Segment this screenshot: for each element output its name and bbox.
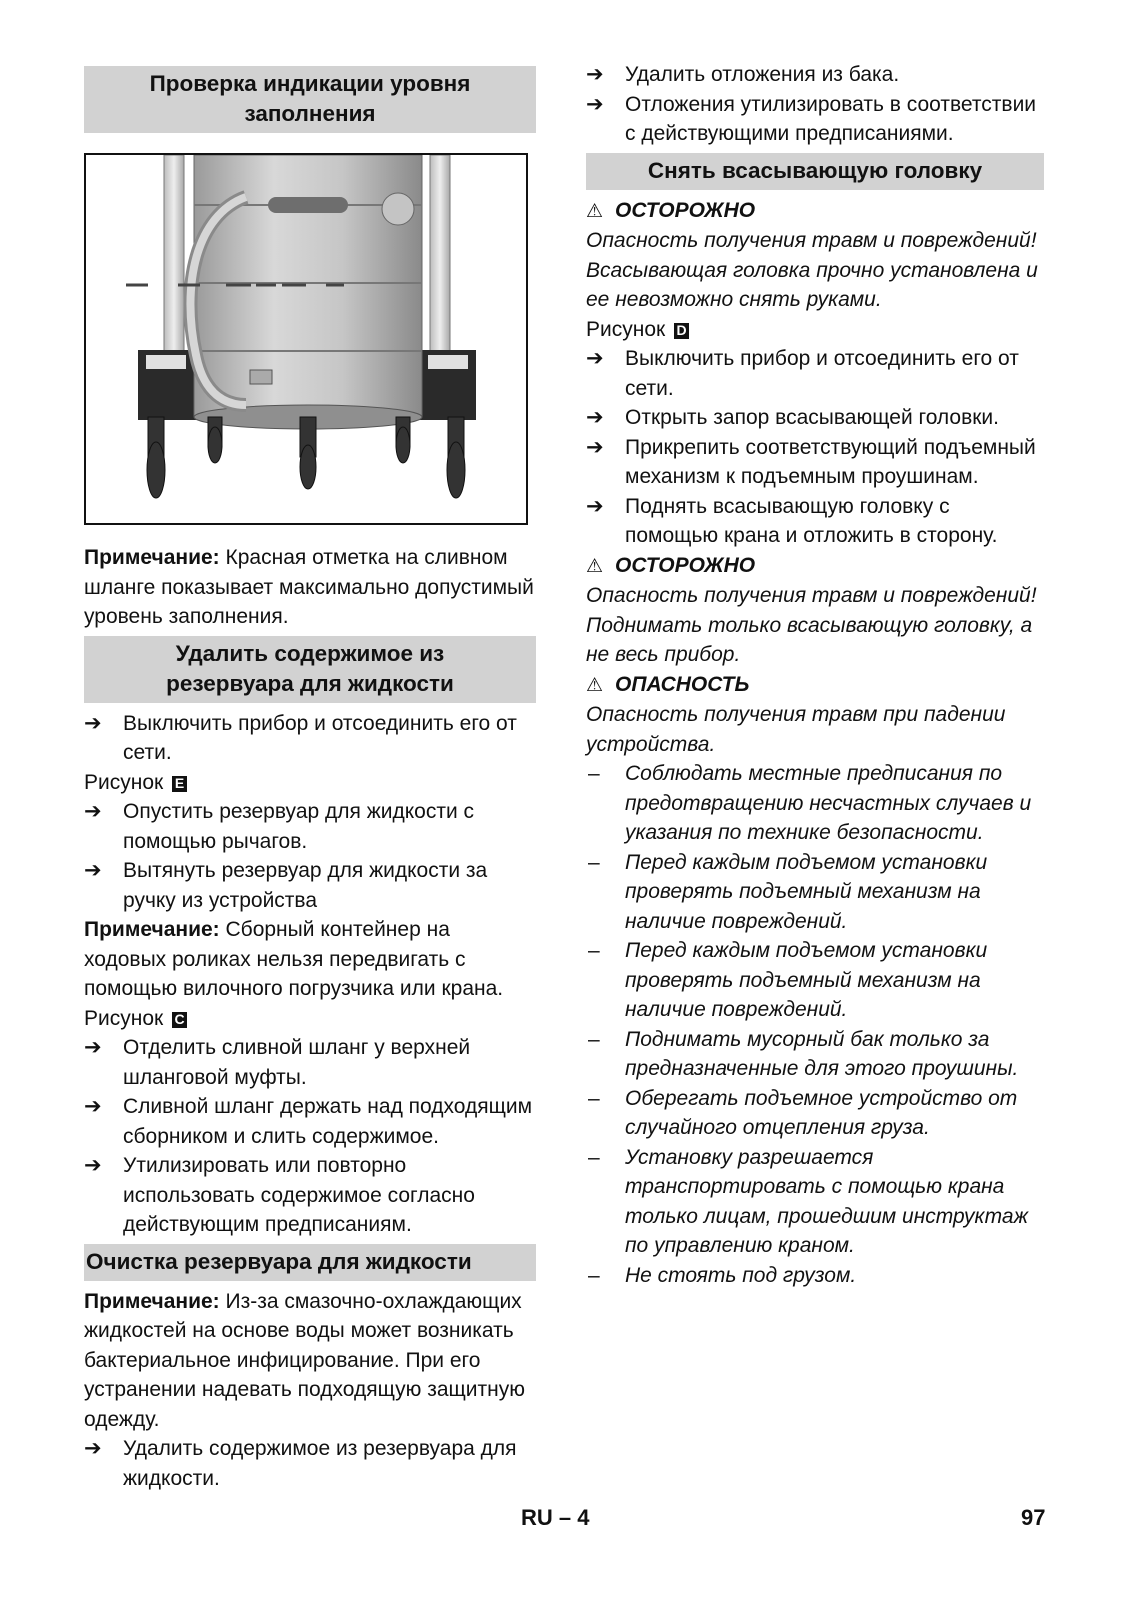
step-text: Удалить содержимое из резервуара для жидкости. [123, 1437, 517, 1490]
step-item [586, 90, 1044, 149]
arrow-icon: ➔ [84, 1154, 102, 1177]
arrow-icon: ➔ [586, 92, 604, 116]
note-text: Сборный контейнер на ходовых роликах нельзя передвигать с помощью вилочного погрузчика или крана. [84, 918, 504, 1000]
heading-empty-tank [84, 636, 536, 703]
danger-title: ОПАСНОСТЬ [615, 672, 750, 696]
note-text: Красная отметка на сливном шланге показывает максимально допустимый уровень заполнения. [84, 546, 534, 628]
arrow-icon: ➔ [586, 494, 604, 518]
right-column [586, 60, 1044, 1290]
note-bacteria [84, 1287, 536, 1435]
note-forklift [84, 915, 536, 1004]
step-text: Поднять всасывающую головку с помощью крана и отложить в сторону. [625, 494, 998, 547]
list-item-text: Оберегать подъемное устройство от случайного отцепления груза. [625, 1086, 1018, 1139]
list-item [586, 759, 1044, 848]
list-item [586, 1084, 1044, 1143]
figure-reference [84, 1004, 536, 1034]
figure-reference [84, 768, 536, 798]
arrow-icon: ➔ [586, 406, 604, 429]
caution-heading [586, 551, 1044, 582]
step-text: Вытянуть резервуар для жидкости за ручку из устройства [123, 859, 488, 912]
danger-text: Опасность получения травм при падении устройства. [586, 703, 1006, 756]
caution-text: Опасность получения травм и повреждений! Поднимать только всасывающую головку, а не весь прибор. [586, 584, 1037, 666]
step-text: Отложения утилизировать в соответствии с действующими предписаниями. [625, 92, 1037, 145]
list-item-text: Установку разрешается транспортировать с помощью крана только лицам, прошедшим инструктаж по управлению краном. [625, 1145, 1029, 1257]
heading-remove-suction-head [586, 153, 1044, 190]
arrow-icon: ➔ [586, 63, 604, 86]
dash-bullet: – [588, 1263, 600, 1287]
arrow-icon: ➔ [84, 800, 102, 823]
step-text: Утилизировать или повторно использовать содержимое согласно действующим предписаниям. [123, 1154, 475, 1236]
figure-reference [586, 315, 1044, 345]
note-text: Из-за смазочно-охлаждающих жидкостей на основе воды может возникать бактериальное инфицирование. При его устранении надевать подходящую защитную одежду. [84, 1289, 525, 1431]
step-item [586, 403, 1044, 433]
arrow-icon: ➔ [84, 711, 102, 735]
list-item-text: Перед каждым подъемом установки проверять подъемный механизм на наличие повреждений. [625, 939, 988, 1021]
arrow-icon: ➔ [84, 859, 102, 882]
heading-fill-level-check [84, 66, 536, 133]
heading-line: Снять всасывающую головку [647, 157, 983, 183]
figure-ref-text: Рисунок [84, 1006, 164, 1030]
list-item [586, 1143, 1044, 1261]
danger-heading [586, 670, 1044, 701]
arrow-icon: ➔ [586, 347, 604, 370]
list-item-text: Поднимать мусорный бак только за предназначенные для этого проушины. [625, 1027, 1019, 1080]
arrow-icon: ➔ [84, 1437, 102, 1460]
step-item [84, 797, 536, 856]
figure-letter-badge: E [172, 776, 187, 792]
heading-line: Очистка резервуара для жидкости [86, 1248, 472, 1274]
vacuum-tank-illustration [84, 153, 528, 525]
note-label: Примечание: [84, 918, 220, 941]
left-column [84, 66, 536, 1493]
caution-heading [586, 196, 1044, 227]
note-red-mark [84, 543, 536, 632]
figure-letter-badge: D [674, 323, 689, 339]
step-text: Выключить прибор и отсоединить его от сети. [123, 711, 517, 764]
step-item [84, 1092, 536, 1151]
figure-letter-badge: C [172, 1012, 187, 1028]
step-item [84, 1033, 536, 1092]
page-number: 97 [1021, 1505, 1046, 1530]
warning-triangle-icon: ⚠ [586, 200, 604, 222]
arrow-icon: ➔ [84, 1095, 102, 1118]
arrow-icon: ➔ [586, 435, 604, 459]
dash-bullet: – [588, 762, 600, 785]
step-text: Удалить отложения из бака. [625, 63, 900, 86]
step-item [586, 60, 1044, 90]
step-item [586, 492, 1044, 551]
figure-ref-text: Рисунок [84, 770, 164, 794]
dash-bullet: – [588, 939, 600, 962]
caution-title: ОСТОРОЖНО [615, 553, 756, 577]
list-item [586, 848, 1044, 937]
list-item-text: Не стоять под грузом. [625, 1263, 857, 1287]
heading-line: резервуара для жидкости [166, 670, 454, 696]
list-item [586, 1261, 1044, 1291]
step-text: Прикрепить соответствующий подъемный механизм к подъемным проушинам. [625, 435, 1036, 488]
heading-line: Удалить содержимое из [175, 640, 445, 666]
figure-ref-text: Рисунок [586, 317, 666, 341]
list-item-text: Соблюдать местные предписания по предотвращению несчастных случаев и указания по технике безопасности. [625, 762, 1032, 844]
step-text: Открыть запор всасывающей головки. [625, 406, 1000, 429]
heading-clean-tank [84, 1244, 536, 1281]
warning-triangle-icon: ⚠ [586, 555, 604, 577]
step-item [586, 433, 1044, 492]
note-label: Примечание: [84, 1289, 220, 1313]
dash-bullet: – [588, 850, 600, 874]
step-text: Выключить прибор и отсоединить его от сети. [625, 347, 1019, 400]
list-item-text: Перед каждым подъемом установки проверять подъемный механизм на наличие повреждений. [625, 850, 988, 933]
step-item [84, 709, 536, 768]
dash-bullet: – [588, 1027, 600, 1051]
step-text: Отделить сливной шланг у верхней шланговой муфты. [123, 1036, 471, 1089]
warning-triangle-icon: ⚠ [586, 674, 604, 696]
step-item [84, 1434, 536, 1493]
dash-bullet: – [588, 1086, 600, 1110]
step-item [586, 344, 1044, 403]
list-item [586, 936, 1044, 1025]
note-label: Примечание: [84, 546, 220, 569]
step-text: Сливной шланг держать над подходящим сборником и слить содержимое. [123, 1095, 533, 1148]
dash-bullet: – [588, 1145, 600, 1169]
step-item [84, 856, 536, 915]
heading-line: Проверка индикации уровня [149, 71, 471, 96]
caution-text: Опасность получения травм и повреждений! Всасывающая головка прочно установлена и ее невозможно снять руками. [586, 229, 1038, 311]
tank-drawing [86, 155, 526, 523]
step-item [84, 1151, 536, 1240]
caution-title: ОСТОРОЖНО [615, 198, 756, 222]
step-text: Опустить резервуар для жидкости с помощью рычагов. [123, 800, 475, 853]
heading-line: заполнения [244, 101, 376, 126]
footer-section-label: RU – 4 [521, 1505, 590, 1530]
list-item [586, 1025, 1044, 1084]
arrow-icon: ➔ [84, 1036, 102, 1059]
